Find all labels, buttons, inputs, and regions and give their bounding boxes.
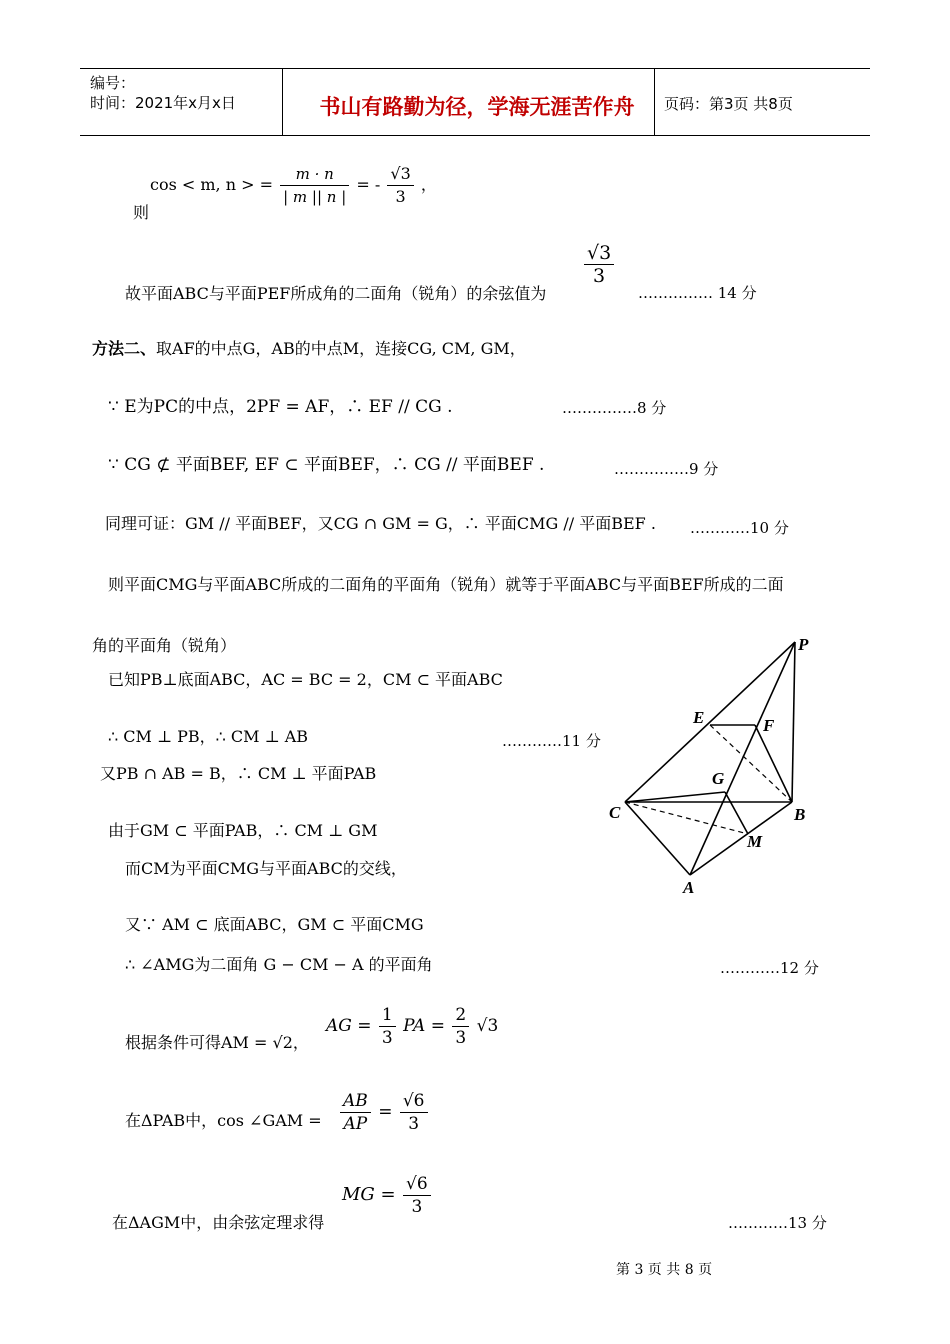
fraction-num: 1 bbox=[379, 1004, 396, 1027]
score-13: …………13 分 bbox=[728, 1214, 827, 1232]
dashed-eb bbox=[710, 725, 792, 802]
label-f: F bbox=[763, 716, 775, 735]
header-divider bbox=[282, 69, 283, 135]
fraction-den: 3 bbox=[408, 1114, 420, 1134]
fraction-den: 3 bbox=[395, 187, 406, 206]
line-7-text: 则平面CMG与平面ABC所成的二面角的平面角（锐角）就等于平面ABC与平面BEF所成的二面 bbox=[108, 575, 784, 594]
fraction bbox=[403, 1173, 431, 1218]
line-18-text: 在ΔAGM中，由余弦定理求得 bbox=[112, 1213, 325, 1232]
edge-fb bbox=[755, 725, 792, 802]
geometry-figure bbox=[600, 630, 830, 900]
edge-gm bbox=[725, 792, 748, 834]
fraction bbox=[400, 1090, 428, 1135]
dashed-cm bbox=[625, 802, 748, 834]
fraction-den: AP bbox=[343, 1114, 368, 1134]
mg-label: MG = bbox=[342, 1184, 396, 1205]
line-17-formula bbox=[338, 1090, 430, 1135]
fraction bbox=[387, 163, 413, 208]
equals: = bbox=[378, 1102, 393, 1122]
line-9-text: 已知PB⊥底面ABC，AC = BC = 2，CM ⊂ 平面ABC bbox=[108, 670, 503, 689]
edge-ab bbox=[690, 802, 792, 875]
fraction-num: √3 bbox=[584, 242, 614, 265]
label-g: G bbox=[712, 769, 725, 788]
score-9: ……………9 分 bbox=[614, 460, 719, 478]
fraction bbox=[340, 1090, 371, 1135]
edge-pa bbox=[690, 642, 795, 875]
line-18-formula bbox=[342, 1173, 433, 1218]
ag-label: AG = bbox=[326, 1016, 372, 1036]
fraction-num: √6 bbox=[403, 1173, 431, 1196]
line-2-fraction bbox=[582, 242, 616, 287]
label-c: C bbox=[609, 803, 621, 822]
line-3-text: 取AF的中点G，AB的中点M，连接CG, CM, GM， bbox=[156, 339, 526, 358]
code-label: 编号： bbox=[90, 74, 136, 92]
line-1-formula bbox=[150, 163, 437, 208]
score-10: …………10 分 bbox=[690, 519, 789, 537]
time-label: 时间：2021年x月x日 bbox=[90, 94, 236, 112]
page-footer: 第 3 页 共 8 页 bbox=[616, 1262, 713, 1278]
fraction-den: 3 bbox=[381, 1028, 393, 1048]
edge-ca bbox=[625, 802, 690, 875]
label-e: E bbox=[693, 708, 705, 727]
fraction-num: m · n bbox=[280, 163, 349, 186]
score-12: …………12 分 bbox=[720, 959, 819, 977]
score-8: ……………8 分 bbox=[562, 399, 667, 417]
score-11: …………11 分 bbox=[502, 732, 601, 750]
edge-pb bbox=[792, 642, 795, 802]
fraction bbox=[452, 1004, 469, 1049]
fraction-num: AB bbox=[340, 1090, 371, 1113]
fraction-den: 3 bbox=[455, 1028, 467, 1048]
line-16-formula bbox=[326, 1004, 498, 1049]
line-17-text: 在ΔPAB中，cos ∠GAM = bbox=[125, 1111, 322, 1130]
header-left bbox=[90, 73, 236, 113]
line-6-text: 同理可证：GM // 平面BEF，又CG ∩ GM = G，∴ 平面CMG // 平面BEF . bbox=[105, 514, 656, 533]
equals-minus: = - bbox=[356, 175, 381, 194]
page-header bbox=[80, 68, 870, 136]
fraction-den: 3 bbox=[411, 1197, 423, 1217]
fraction-den: | m || n | bbox=[283, 188, 347, 206]
line-13-text: 而CM为平面CMG与平面ABC的交线， bbox=[125, 859, 407, 878]
edge-cg bbox=[625, 792, 725, 802]
line-3 bbox=[92, 336, 526, 359]
line-8-text: 角的平面角（锐角） bbox=[92, 636, 237, 655]
label-a: A bbox=[683, 878, 695, 897]
fraction-num: 2 bbox=[452, 1004, 469, 1027]
page-info: 页码：第3页 共8页 bbox=[664, 95, 793, 113]
label-b: B bbox=[794, 805, 806, 824]
fraction bbox=[379, 1004, 396, 1049]
line-16-text: 根据条件可得AM = √2， bbox=[125, 1033, 309, 1052]
score-14: …………… 14 分 bbox=[638, 284, 757, 302]
label-p: P bbox=[798, 635, 809, 654]
motto: 书山有路勤为径，学海无涯苦作舟 bbox=[319, 95, 635, 119]
fraction bbox=[280, 163, 349, 208]
line-15-text: ∴ ∠AMG为二面角 G − CM − A 的平面角 bbox=[125, 955, 433, 974]
line-2-text: 故平面ABC与平面PEF所成角的二面角（锐角）的余弦值为 bbox=[125, 284, 547, 303]
fraction-num: √6 bbox=[400, 1090, 428, 1113]
line-11-text: 又PB ∩ AB = B，∴ CM ⊥ 平面PAB bbox=[100, 764, 377, 783]
pa-label: PA = bbox=[403, 1016, 445, 1036]
fraction-num: √3 bbox=[387, 163, 413, 186]
fraction bbox=[584, 242, 614, 287]
cos-expr: cos < m, n > = bbox=[150, 175, 274, 194]
line-1-prefix: 则 bbox=[133, 203, 150, 222]
line-10-text: ∴ CM ⊥ PB，∴ CM ⊥ AB bbox=[108, 727, 309, 746]
line-5-text: ∵ CG ⊄ 平面BEF, EF ⊂ 平面BEF，∴ CG // 平面BEF . bbox=[108, 455, 545, 475]
header-divider bbox=[654, 69, 655, 135]
method-two-label: 方法二、 bbox=[92, 339, 157, 358]
line-14-text: 又∵ AM ⊂ 底面ABC，GM ⊂ 平面CMG bbox=[125, 915, 424, 934]
comma: ， bbox=[420, 175, 437, 194]
line-4-text: ∵ E为PC的中点，2PF = AF，∴ EF // CG . bbox=[108, 397, 453, 417]
label-m: M bbox=[747, 832, 763, 851]
line-12-text: 由于GM ⊂ 平面PAB，∴ CM ⊥ GM bbox=[108, 821, 378, 840]
fraction-den: 3 bbox=[593, 265, 606, 287]
sqrt-three: √3 bbox=[476, 1016, 499, 1036]
